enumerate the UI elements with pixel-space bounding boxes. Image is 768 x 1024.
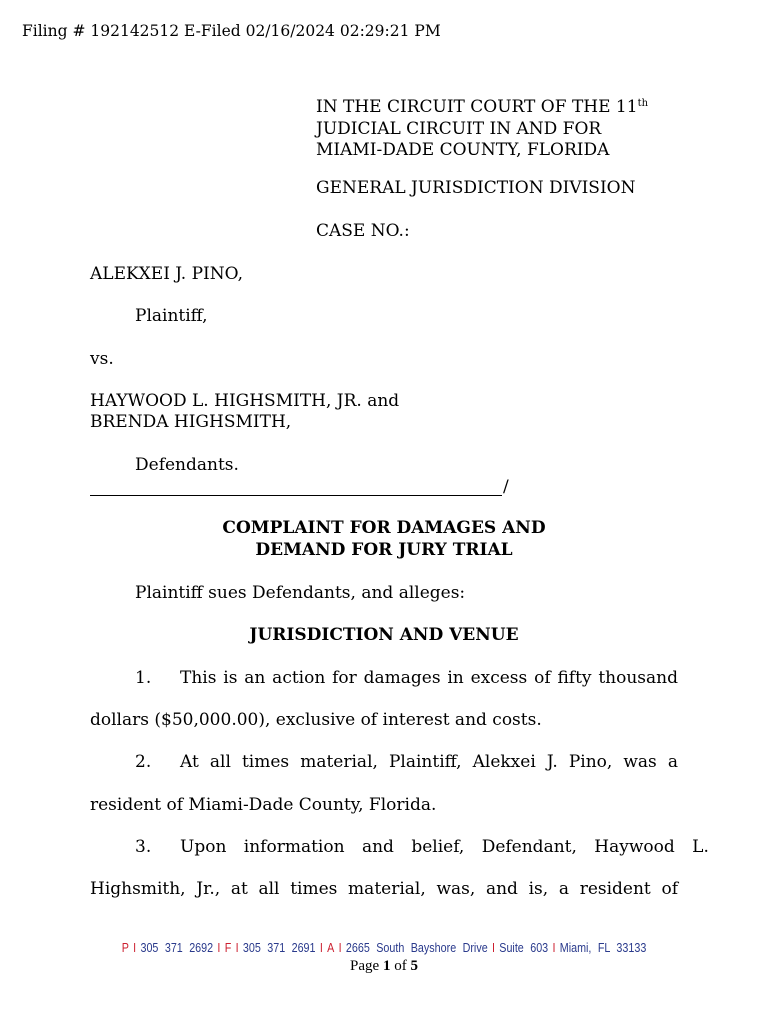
page-of: of	[394, 958, 407, 974]
court-line-2: JUDICIAL CIRCUIT IN AND FOR	[316, 118, 602, 139]
paragraph-3-line-2: Highsmith, Jr., at all times material, was, and is, a resident of	[90, 879, 678, 899]
fax-number: 305 371 2691	[242, 941, 316, 955]
court-line-1-text: IN THE CIRCUIT COURT OF THE 11	[316, 97, 638, 117]
page-number	[0, 958, 768, 975]
defendant-line-1: HAYWOOD L. HIGHSMITH, JR. and	[90, 391, 400, 411]
address-label: A	[327, 941, 335, 955]
division-line: GENERAL JURISDICTION DIVISION	[316, 178, 636, 198]
versus-label: vs.	[90, 349, 114, 369]
footer-contact-line	[54, 941, 714, 955]
paragraph-number-1: 1.	[135, 668, 152, 688]
document-title-line-1: COMPLAINT FOR DAMAGES AND	[222, 518, 546, 538]
paragraph-2-line-1: At all times material, Plaintiff, Alekxei J. Pino, was a	[180, 752, 678, 772]
plaintiff-label: Plaintiff,	[135, 306, 208, 326]
filing-stamp: Filing # 192142512 E-Filed 02/16/2024 02:29:21 PM	[22, 22, 441, 40]
defendant-line-2: BRENDA HIGHSMITH,	[90, 412, 292, 432]
court-caption	[316, 93, 648, 162]
separator: I	[319, 941, 323, 955]
paragraph-number-2: 2.	[135, 752, 152, 772]
case-number: CASE NO.:	[316, 221, 410, 241]
paragraph-2-line-2: resident of Miami-Dade County, Florida.	[90, 795, 437, 815]
section-heading: JURISDICTION AND VENUE	[249, 625, 519, 645]
separator: I	[235, 941, 239, 955]
document-title	[0, 518, 768, 561]
intro-sentence: Plaintiff sues Defendants, and alleges:	[135, 583, 466, 603]
document-title-line-2: DEMAND FOR JURY TRIAL	[255, 539, 513, 560]
total-pages: 5	[410, 958, 418, 974]
street-address: 2665 South Bayshore Drive	[345, 941, 488, 955]
paragraph-number-3: 3.	[135, 837, 152, 857]
court-line-3: MIAMI-DADE COUNTY, FLORIDA	[316, 140, 610, 160]
separator: I	[491, 941, 495, 955]
separator: I	[217, 941, 221, 955]
court-line-1	[316, 93, 648, 119]
paragraph-1-line-2: dollars ($50,000.00), exclusive of interest and costs.	[90, 710, 542, 730]
page-prefix: Page	[350, 958, 380, 974]
defendant-label: Defendants.	[135, 455, 239, 475]
separator: I	[338, 941, 342, 955]
plaintiff-name: ALEKXEI J. PINO,	[90, 264, 243, 284]
current-page: 1	[382, 958, 391, 974]
paragraph-1-line-1: This is an action for damages in excess of fifty thousand	[180, 668, 678, 688]
paragraph-3-line-1: Upon information and belief, Defendant, Haywood L.	[180, 837, 709, 857]
city-state-zip: Miami, FL 33133	[559, 941, 647, 955]
ordinal-suffix: th	[637, 98, 649, 109]
fax-label: F	[224, 941, 232, 955]
phone-number: 305 371 2692	[140, 941, 214, 955]
caption-rule-slash: /	[503, 477, 509, 497]
separator: I	[552, 941, 556, 955]
phone-label: P	[121, 941, 129, 955]
caption-rule	[90, 495, 502, 496]
separator: I	[133, 941, 137, 955]
suite-number: Suite 603	[499, 941, 549, 955]
